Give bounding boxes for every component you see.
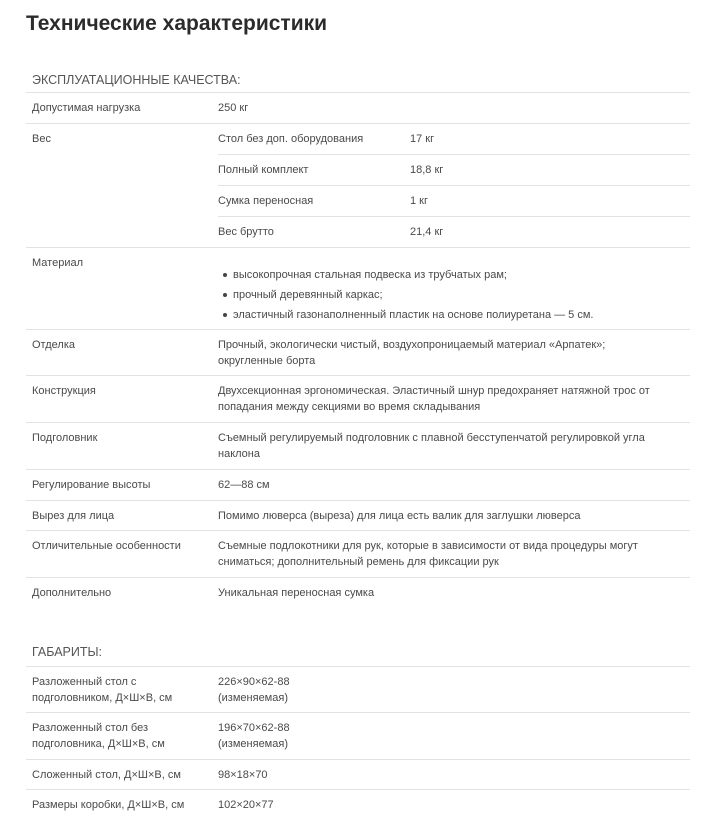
spec-row-load [26, 92, 690, 124]
spec-value: 102×20×77 [218, 798, 274, 811]
spec-label: Регулирование высоты [32, 479, 151, 491]
spec-label: Вырез для лица [32, 509, 115, 522]
list-item: прочный деревянный каркас; [218, 285, 670, 305]
spec-value [218, 667, 690, 712]
spec-label: Отличительные особенности [32, 540, 181, 552]
spec-row-height [26, 470, 690, 501]
spec-value-line: Съемный регулируемый подголовник с плавной бесступенчатой регулировкой угла [218, 432, 645, 444]
spec-value [218, 423, 690, 469]
weight-sub-label: Вес брутто [218, 226, 274, 238]
section-heading-performance: ЭКСПЛУАТАЦИОННЫЕ КАЧЕСТВА: [32, 73, 241, 87]
dimensions-spec-table [26, 666, 690, 819]
spec-row-box [26, 790, 690, 819]
performance-spec-table [26, 92, 690, 608]
spec-row-finish [26, 330, 690, 376]
spec-value: 250 кг [218, 102, 249, 114]
weight-subrow [218, 155, 690, 186]
spec-label: Размеры коробки, Д×Ш×В, см [32, 798, 185, 811]
spec-label-line: подголовника, Д×Ш×В, см [32, 738, 165, 750]
spec-value-line: (изменяемая) [218, 738, 288, 750]
spec-row-face [26, 501, 690, 531]
weight-sub-label: Полный комплект [218, 164, 309, 176]
weight-subrow [218, 217, 690, 247]
spec-row-construction [26, 376, 690, 423]
spec-row-unfolded-with-headrest [26, 666, 690, 713]
spec-label: Материал [32, 257, 83, 269]
list-item: высокопрочная стальная подвеска из трубчатых рам; [218, 265, 670, 285]
spec-value-line: (изменяемая) [218, 692, 288, 704]
spec-value-line: наклона [218, 448, 260, 460]
spec-value-line: Съемные подлокотники для рук, которые в зависимости от вида процедуры могут [218, 540, 638, 552]
spec-label: Сложенный стол, Д×Ш×В, см [32, 768, 181, 781]
spec-value: Уникальная переносная сумка [218, 587, 375, 599]
weight-sub-value: 17 кг [410, 133, 435, 145]
spec-row-features [26, 531, 690, 578]
weight-sub-value: 1 кг [410, 195, 428, 207]
spec-value [218, 531, 690, 577]
weight-sub-label: Стол без доп. оборудования [218, 133, 364, 145]
spec-row-headrest [26, 423, 690, 470]
spec-value-line: Двухсекционная эргономическая. Эластичный шнур предохраняет натяжной трос от [218, 385, 650, 397]
spec-label: Дополнительно [32, 587, 112, 599]
spec-label: Конструкция [32, 385, 96, 397]
spec-value [218, 713, 690, 759]
spec-label-line: Разложенный стол с [32, 676, 137, 688]
spec-row-folded [26, 760, 690, 790]
spec-row-extra [26, 578, 690, 608]
material-value [218, 248, 690, 329]
weight-subtable [218, 124, 690, 247]
spec-value-line: 196×70×62-88 [218, 722, 290, 734]
spec-label-line: подголовником, Д×Ш×В, см [32, 692, 173, 704]
weight-subrow [218, 124, 690, 155]
weight-sub-label: Сумка переносная [218, 195, 314, 207]
spec-row-material [26, 248, 690, 330]
weight-sub-value: 21,4 кг [410, 226, 444, 238]
spec-value-line: 226×90×62-88 [218, 676, 290, 688]
spec-value-line: округленные борта [218, 355, 316, 367]
spec-label [26, 713, 218, 759]
spec-value [218, 376, 690, 422]
spec-value: Помимо люверса (выреза) для лица есть валик для заглушки люверса [218, 509, 581, 522]
spec-row-weight [26, 124, 690, 248]
weight-subrow [218, 186, 690, 217]
spec-value [218, 330, 690, 375]
spec-value-line: Прочный, экологически чистый, воздухопроницаемый материал «Арпатек»; [218, 339, 606, 351]
spec-value-line: попадания между секциями во время складывания [218, 401, 481, 413]
weight-sub-value: 18,8 кг [410, 164, 444, 176]
spec-value-line: сниматься; дополнительный ремень для фиксации рук [218, 556, 499, 568]
list-item: эластичный газонаполненный пластик на основе полиуретана — 5 см. [218, 305, 670, 325]
spec-label: Подголовник [32, 432, 98, 444]
section-heading-dimensions: ГАБАРИТЫ: [32, 645, 103, 659]
page-title: Технические характеристики [26, 12, 328, 35]
spec-label: Допустимая нагрузка [32, 102, 141, 114]
spec-label: Вес [32, 133, 51, 145]
spec-value: 62—88 см [218, 479, 270, 491]
spec-row-unfolded-without-headrest [26, 713, 690, 760]
spec-label [26, 667, 218, 712]
material-list [218, 265, 670, 325]
spec-label-line: Разложенный стол без [32, 722, 149, 734]
spec-value: 98×18×70 [218, 768, 268, 781]
spec-label: Отделка [32, 339, 75, 351]
